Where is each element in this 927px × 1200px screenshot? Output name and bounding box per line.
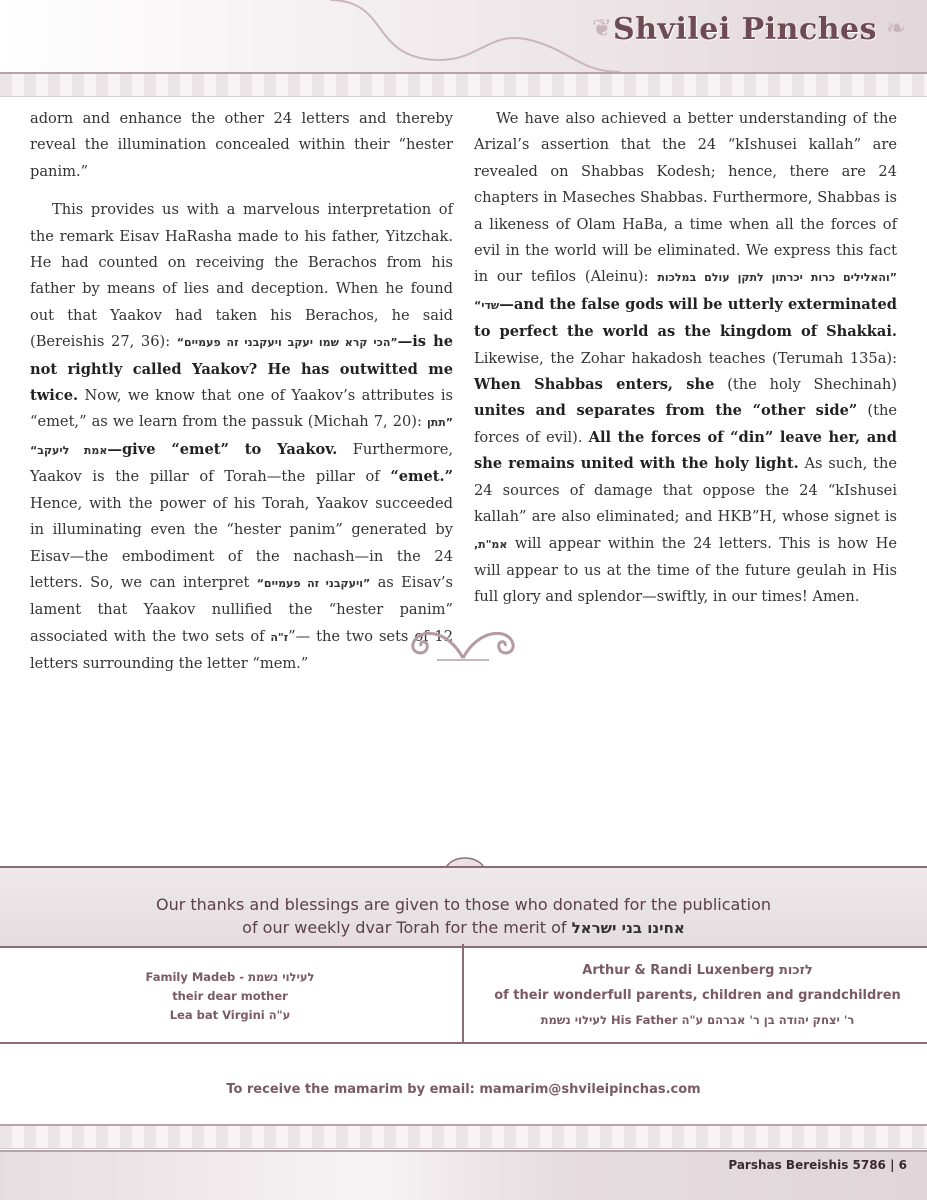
section-ornament-icon	[407, 618, 519, 664]
text: as Eisav’s lament that Yaakov nullified the “hester panim” associated with the two sets of	[30, 573, 454, 645]
paragraph: adorn and enhance the other 24 letters and thereby reveal the illumination concealed within their “hester panim.”	[30, 110, 453, 180]
bold-text: —give “emet” to Yaakov.	[107, 440, 338, 458]
page-label: Parshas Bereishis 5786 | 6	[728, 1158, 907, 1172]
dedication-left	[80, 968, 380, 1025]
hebrew-quote: אמ"ת,	[474, 537, 508, 551]
text: will appear within the 24 letters. This is how He will appear to us at the time of the future geulah in His full glory and splendor—swiftly, in our times! Amen.	[474, 534, 897, 606]
divider	[462, 944, 464, 1042]
text: This provides us with a marvelous interpretation of the remark Eisav HaRasha made to his father, Yitzchak. He had counted on receiving the Berachos from his father by means of lies and deception. When he found out that Yaakov had taken his Berachos, he said (Bereishis 27, 36):	[30, 201, 453, 351]
hebrew-quote: ז"ה	[270, 630, 289, 644]
dedication-boxes	[0, 944, 927, 1044]
dedication-line: Arthur & Randi Luxenberg לזכות	[582, 963, 813, 978]
hebrew-quote: ”הכי קרא שמו יעקב ויעקבני זה פעמיים“	[176, 336, 398, 350]
dedication-line: of their wonderfull parents, children and grandchildren	[494, 988, 901, 1003]
flourish-icon: ❦	[592, 14, 613, 42]
dedication-right	[470, 958, 925, 1033]
text: As such, the 24 sources of damage that oppose the 24 “kIshusei kallah” are also eliminated; and HKB”H, whose signet is	[474, 455, 897, 526]
dedication-line: their dear mother	[172, 989, 288, 1003]
top-ornament-border	[0, 72, 927, 97]
bold-text: —and the false gods will be utterly exterminated to perfect the world as the kingdom of Shakkai.	[474, 295, 897, 341]
text: of our weekly dvar Torah for the merit of	[242, 918, 567, 937]
dedication-line: Family Madeb - לעילוי נשמת	[145, 970, 315, 984]
thanks-line: Our thanks and blessings are given to those who donated for the publication	[155, 895, 771, 914]
header-curve-decoration	[330, 0, 620, 72]
text: Likewise, the Zohar hakadosh teaches (Terumah 135a):	[474, 349, 897, 367]
hebrew-quote: ”תתן אמת ליעקב“	[30, 416, 453, 457]
bold-text: “emet.”	[390, 468, 453, 486]
paragraph	[474, 106, 897, 611]
hebrew-quote: ”ויעקבני זה פעמיים“	[256, 576, 371, 590]
bold-text: When Shabbas enters, she	[474, 376, 715, 394]
header-band	[0, 0, 927, 72]
flourish-icon: ❧	[886, 14, 907, 42]
hebrew-text: אחינו בני ישראל	[571, 919, 685, 937]
bold-text: All the forces of “din” leave her, and she remains united with the holy light.	[474, 428, 897, 473]
text: We have also achieved a better understanding of the Arizal’s assertion that the 24 “kIshusei kallah” are revealed on Shabbas Kodesh; hence, there are 24 chapters in Maseches Shabbas. Furthermore, Shabbas is a likeness of Olam HaBa, a time when all the forces of evil in the world will be eliminated. We express this fact in our tefilos (Aleinu):	[474, 110, 897, 286]
text: Furthermore, Yaakov is the pillar of Torah—the pillar of	[30, 440, 453, 486]
thanks-text	[0, 893, 927, 940]
text: (the holy Shechinah)	[714, 376, 898, 394]
text: ”— the two sets of 12 letters surrounding the letter “mem.”	[30, 627, 453, 673]
paragraph	[30, 197, 453, 677]
hebrew-quote: ”והאלילים כרות יכרתון לתקן עולם במלכות שדי“	[474, 271, 897, 312]
right-column	[474, 106, 897, 623]
text: Hence, with the power of his Torah, Yaakov succeeded in illuminating even the “hester panim” generated by Eisav—the embodiment of the nachash—in the 24 letters. So, we can interpret	[30, 494, 453, 591]
dedication-line: Lea bat Virgini ע"ה	[169, 1008, 291, 1022]
text: (the forces of evil).	[474, 402, 898, 446]
bold-text: unites and separates from the “other side”	[474, 402, 858, 420]
bold-text: —is he not rightly called Yaakov? He has outwitted me twice.	[30, 333, 454, 405]
left-column	[30, 106, 453, 690]
bottom-ornament-border	[0, 1124, 927, 1149]
text: Now, we know that one of Yaakov’s attributes is “emet,” as we learn from the passuk (Michah 7, 20):	[30, 387, 453, 431]
email-subscription-line: To receive the mamarim by email: mamarim@shvileipinchas.com	[226, 1082, 701, 1097]
thanks-line	[0, 916, 927, 940]
dedication-line: לעילוי נשמת His Father ר' יצחק יהודה בן ר' אברהם ע"ה	[540, 1013, 855, 1027]
publication-title: Shvilei Pinches	[613, 12, 877, 47]
